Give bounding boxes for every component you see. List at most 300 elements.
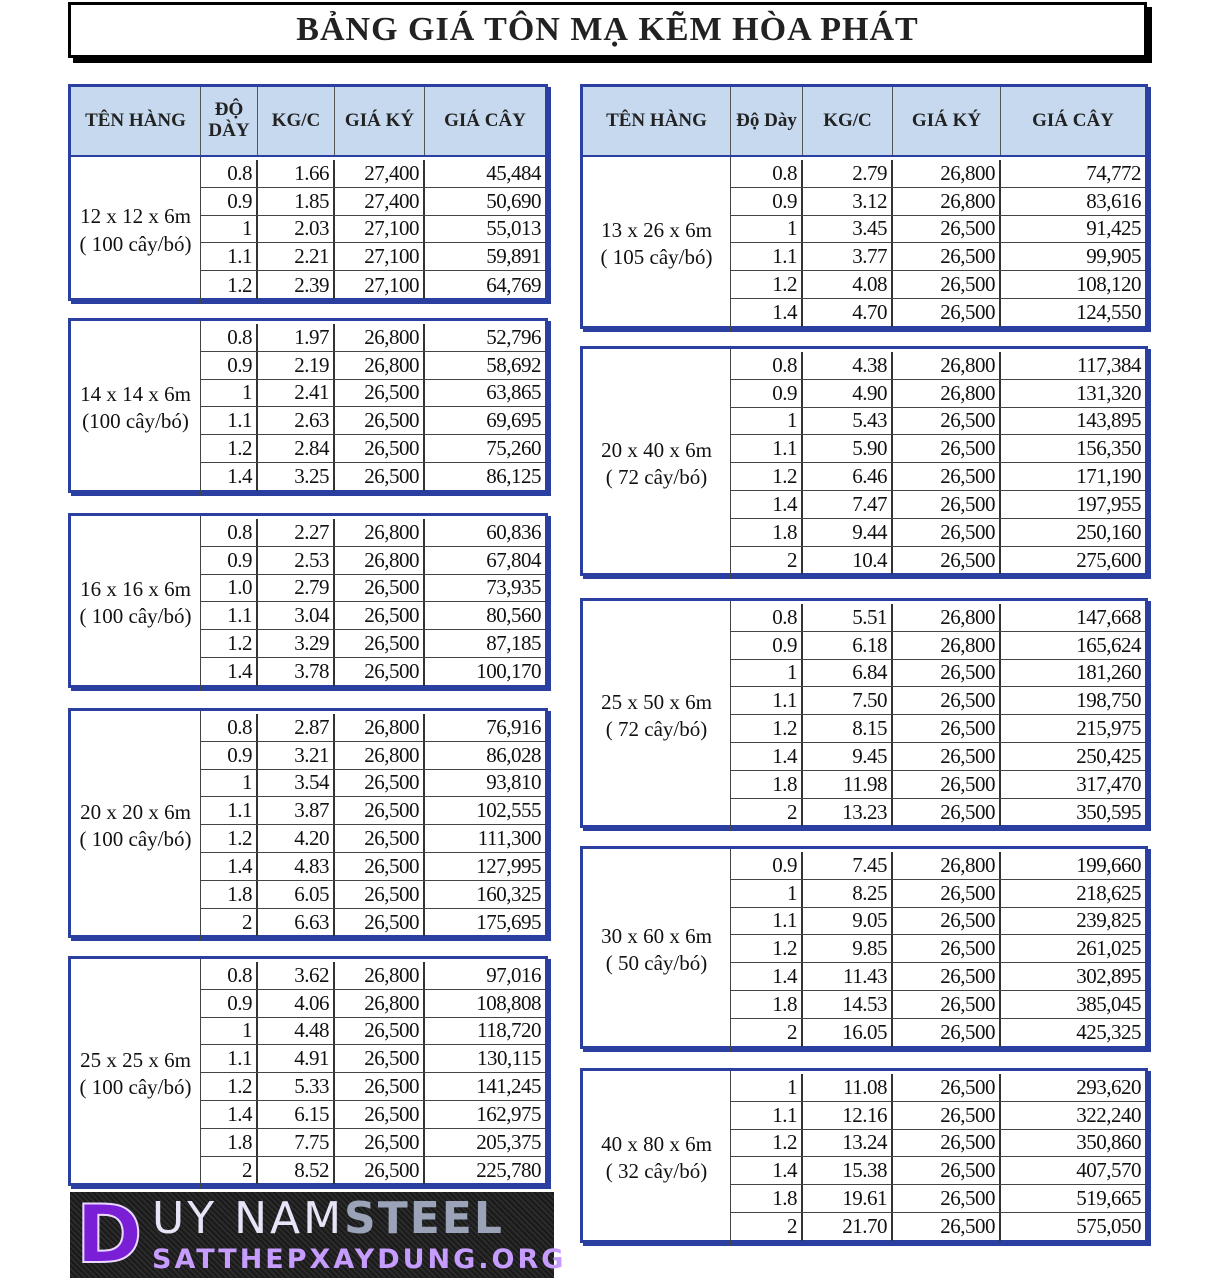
cell-kgc: 6.84: [803, 660, 893, 687]
cell-price-kg: 26,500: [335, 602, 425, 629]
logo-name: UY NAM: [152, 1193, 345, 1244]
cell-price-kg: 26,500: [893, 935, 1001, 962]
product-size: 20 x 20 x 6m: [80, 799, 191, 824]
cell-thickness: 0.8: [201, 324, 258, 351]
product-pack: ( 72 cây/bó): [605, 717, 708, 742]
cell-thickness: 1.2: [731, 463, 803, 490]
table-row: [201, 990, 545, 1018]
table-row: [201, 216, 545, 244]
cell-kgc: 13.24: [803, 1130, 893, 1157]
cell-price-bar: 111,300: [477, 826, 541, 851]
cell-price-bar: 83,616: [1086, 188, 1141, 213]
cell-price-bar: 76,916: [486, 714, 541, 739]
table-row: [731, 408, 1145, 436]
cell-price-kg: 26,800: [893, 352, 1001, 379]
cell-price-bar: 160,325: [476, 881, 541, 906]
cell-price-bar: 63,865: [486, 380, 541, 405]
table-row: [201, 742, 545, 770]
table-row: [731, 771, 1145, 799]
cell-price-bar: 350,860: [1076, 1130, 1141, 1155]
product-name: [583, 349, 731, 579]
cell-thickness: 1: [201, 216, 258, 243]
cell-price-kg: 26,500: [893, 743, 1001, 770]
cell-kgc: 6.05: [258, 881, 335, 908]
product-size: 25 x 25 x 6m: [80, 1047, 191, 1072]
cell-kgc: 2.41: [258, 380, 335, 407]
cell-thickness: 1.4: [731, 299, 803, 327]
product-name: [71, 959, 201, 1189]
cell-price-bar: 99,905: [1086, 244, 1141, 269]
cell-price-bar: 197,955: [1076, 491, 1141, 516]
cell-price-kg: 26,800: [893, 380, 1001, 407]
cell-thickness: 2: [201, 909, 258, 937]
cell-price-bar: 156,350: [1076, 436, 1141, 461]
cell-kgc: 2.53: [258, 547, 335, 574]
cell-kgc: 9.05: [803, 908, 893, 935]
price-rows: [201, 519, 545, 686]
cell-kgc: 1.97: [258, 324, 335, 351]
table-row: [731, 491, 1145, 519]
cell-kgc: 3.25: [258, 463, 335, 491]
table-row: [201, 435, 545, 463]
product-pack: ( 100 cây/bó): [79, 604, 192, 629]
cell-thickness: 0.9: [731, 852, 803, 879]
cell-kgc: 8.25: [803, 880, 893, 907]
header-name: TÊN HÀNG: [583, 87, 731, 155]
cell-price-kg: 26,500: [335, 630, 425, 657]
cell-price-bar: 130,115: [477, 1046, 541, 1071]
cell-kgc: 2.87: [258, 714, 335, 741]
cell-kgc: 2.39: [258, 271, 335, 299]
header-price-bar: GIÁ CÂY: [1032, 109, 1114, 131]
product-size: 14 x 14 x 6m: [80, 382, 191, 407]
table-row: [201, 909, 545, 937]
cell-thickness: 1.8: [731, 1185, 803, 1212]
cell-price-bar: 198,750: [1076, 688, 1141, 713]
cell-price-bar: 91,425: [1086, 216, 1141, 241]
cell-kgc: 7.45: [803, 852, 893, 879]
cell-thickness: 0.9: [201, 188, 258, 215]
cell-kgc: 7.75: [258, 1129, 335, 1156]
cell-price-bar: 87,185: [486, 631, 541, 656]
table-row: [201, 1018, 545, 1046]
cell-price-bar: 293,620: [1076, 1074, 1141, 1099]
cell-thickness: 0.9: [731, 632, 803, 659]
cell-price-bar: 73,935: [486, 575, 541, 600]
table-row: [201, 575, 545, 603]
cell-price-kg: 26,500: [893, 1185, 1001, 1212]
table-row: [731, 463, 1145, 491]
cell-thickness: 1.1: [201, 407, 258, 434]
cell-price-bar: 117,384: [1077, 352, 1141, 377]
cell-price-kg: 26,500: [893, 991, 1001, 1018]
table-row: [731, 1185, 1145, 1213]
cell-kgc: 3.45: [803, 216, 893, 243]
cell-price-kg: 26,500: [335, 770, 425, 797]
cell-thickness: 0.8: [201, 962, 258, 989]
cell-thickness: 1.4: [201, 463, 258, 491]
cell-price-bar: 108,808: [476, 990, 541, 1015]
product-name: [71, 321, 201, 496]
cell-thickness: 1: [731, 1074, 803, 1101]
cell-thickness: 1: [201, 380, 258, 407]
table-row: [201, 463, 545, 491]
table-row: [731, 352, 1145, 380]
cell-price-kg: 26,500: [893, 1157, 1001, 1184]
cell-price-bar: 52,796: [486, 324, 541, 349]
cell-price-kg: 26,500: [335, 435, 425, 462]
table-row: [731, 991, 1145, 1019]
cell-price-bar: 80,560: [486, 603, 541, 628]
table-row: [201, 160, 545, 188]
cell-thickness: 0.8: [731, 160, 803, 187]
logo-website: SATTHEPXAYDUNG.ORG: [152, 1244, 567, 1275]
logo-line-1: [152, 1194, 504, 1244]
table-row: [201, 962, 545, 990]
table-row: [731, 632, 1145, 660]
product-pack: ( 50 cây/bó): [605, 951, 708, 976]
cell-thickness: 0.9: [731, 188, 803, 215]
cell-price-bar: 55,013: [486, 216, 541, 241]
cell-price-kg: 26,800: [893, 160, 1001, 187]
cell-kgc: 4.90: [803, 380, 893, 407]
cell-kgc: 2.27: [258, 519, 335, 546]
cell-thickness: 1.8: [201, 881, 258, 908]
product-size: 12 x 12 x 6m: [80, 204, 191, 229]
cell-thickness: 1.1: [201, 1045, 258, 1072]
cell-kgc: 7.47: [803, 491, 893, 518]
cell-thickness: 1.4: [201, 658, 258, 686]
header-kgc: KG/C: [258, 87, 335, 155]
cell-price-bar: 74,772: [1086, 160, 1141, 185]
table-row: [731, 1019, 1145, 1047]
cell-price-kg: 26,800: [893, 632, 1001, 659]
cell-price-kg: 26,500: [893, 491, 1001, 518]
cell-price-kg: 27,400: [335, 160, 425, 187]
cell-kgc: 12.16: [803, 1102, 893, 1129]
cell-kgc: 1.85: [258, 188, 335, 215]
cell-price-kg: 27,100: [335, 216, 425, 243]
cell-thickness: 0.8: [201, 160, 258, 187]
product-pack: ( 105 cây/bó): [600, 245, 713, 270]
cell-price-bar: 143,895: [1076, 408, 1141, 433]
table-row: [731, 547, 1145, 575]
cell-thickness: 1.2: [201, 630, 258, 657]
table-row: [731, 188, 1145, 216]
product-pack: ( 100 cây/bó): [79, 1075, 192, 1100]
cell-price-kg: 26,500: [335, 881, 425, 908]
cell-price-bar: 127,995: [476, 853, 541, 878]
table-row: [201, 1129, 545, 1157]
product-pack: ( 72 cây/bó): [605, 465, 708, 490]
table-row: [201, 188, 545, 216]
cell-thickness: 1.2: [201, 825, 258, 852]
cell-price-bar: 58,692: [486, 352, 541, 377]
table-row: [731, 216, 1145, 244]
table-row: [731, 243, 1145, 271]
header-price-kg: GIÁ KÝ: [335, 87, 425, 155]
cell-price-kg: 26,500: [335, 1101, 425, 1128]
cell-thickness: 2: [731, 1019, 803, 1047]
cell-kgc: 16.05: [803, 1019, 893, 1047]
price-table-block: [68, 513, 548, 688]
cell-price-bar: 60,836: [486, 519, 541, 544]
cell-kgc: 14.53: [803, 991, 893, 1018]
cell-price-kg: 26,500: [335, 575, 425, 602]
cell-price-bar: 118,720: [477, 1018, 541, 1043]
cell-price-kg: 26,500: [893, 799, 1001, 827]
table-row: [731, 687, 1145, 715]
cell-thickness: 1.4: [201, 853, 258, 880]
cell-kgc: 5.43: [803, 408, 893, 435]
cell-thickness: 1.1: [731, 243, 803, 270]
cell-price-kg: 26,500: [893, 1102, 1001, 1129]
table-row: [731, 271, 1145, 299]
cell-thickness: 1.1: [201, 797, 258, 824]
price-rows: [201, 160, 545, 299]
price-table-block: [580, 346, 1148, 576]
cell-kgc: 15.38: [803, 1157, 893, 1184]
cell-thickness: 0.9: [201, 742, 258, 769]
price-rows: [731, 160, 1145, 327]
price-rows: [731, 1074, 1145, 1241]
price-rows: [201, 714, 545, 936]
cell-price-kg: 26,500: [893, 243, 1001, 270]
cell-thickness: 1: [201, 1018, 258, 1045]
table-row: [201, 714, 545, 742]
price-table-block: [68, 84, 548, 301]
cell-price-bar: 100,170: [476, 659, 541, 684]
cell-price-bar: 86,125: [486, 464, 541, 489]
price-rows: [731, 852, 1145, 1047]
cell-price-kg: 26,800: [335, 714, 425, 741]
cell-kgc: 8.52: [258, 1157, 335, 1185]
cell-thickness: 1.2: [201, 1073, 258, 1100]
table-row: [731, 519, 1145, 547]
product-name: [583, 601, 731, 831]
page-title: BẢNG GIÁ TÔN MẠ KẼM HÒA PHÁT: [68, 2, 1147, 58]
cell-thickness: 1.4: [731, 743, 803, 770]
product-pack: (100 cây/bó): [82, 409, 189, 434]
cell-kgc: 7.50: [803, 687, 893, 714]
cell-price-kg: 26,500: [893, 687, 1001, 714]
cell-price-kg: 26,500: [335, 1045, 425, 1072]
table-row: [731, 743, 1145, 771]
cell-price-bar: 59,891: [486, 244, 541, 269]
cell-kgc: 4.83: [258, 853, 335, 880]
cell-thickness: 0.8: [731, 604, 803, 631]
cell-kgc: 2.79: [803, 160, 893, 187]
cell-thickness: 1: [731, 880, 803, 907]
cell-price-bar: 250,425: [1076, 743, 1141, 768]
cell-kgc: 1.66: [258, 160, 335, 187]
cell-kgc: 3.12: [803, 188, 893, 215]
cell-thickness: 1.1: [731, 908, 803, 935]
cell-kgc: 3.77: [803, 243, 893, 270]
table-row: [201, 1045, 545, 1073]
cell-kgc: 3.87: [258, 797, 335, 824]
cell-price-bar: 215,975: [1076, 716, 1141, 741]
cell-thickness: 0.8: [731, 352, 803, 379]
cell-kgc: 3.29: [258, 630, 335, 657]
cell-kgc: 4.20: [258, 825, 335, 852]
cell-kgc: 2.79: [258, 575, 335, 602]
cell-price-kg: 26,500: [893, 1019, 1001, 1047]
cell-price-kg: 26,800: [335, 324, 425, 351]
table-row: [201, 271, 545, 299]
header-thickness: Độ Dày: [731, 87, 803, 155]
cell-thickness: 1.4: [731, 963, 803, 990]
table-row: [731, 852, 1145, 880]
price-table-block: [68, 708, 548, 938]
price-table-block: [68, 956, 548, 1186]
cell-price-kg: 26,500: [335, 407, 425, 434]
table-row: [731, 435, 1145, 463]
table-row: [201, 770, 545, 798]
price-table-block: [580, 84, 1148, 329]
product-size: 20 x 40 x 6m: [601, 437, 712, 462]
cell-price-kg: 26,500: [893, 1213, 1001, 1241]
cell-kgc: 4.06: [258, 990, 335, 1017]
cell-kgc: 13.23: [803, 799, 893, 827]
table-row: [731, 380, 1145, 408]
table-row: [201, 1101, 545, 1129]
cell-thickness: 1.2: [731, 271, 803, 298]
cell-price-kg: 26,500: [893, 216, 1001, 243]
cell-price-bar: 141,245: [476, 1074, 541, 1099]
cell-thickness: 1.0: [201, 575, 258, 602]
cell-thickness: 0.9: [731, 380, 803, 407]
cell-price-bar: 322,240: [1076, 1102, 1141, 1127]
cell-price-kg: 26,500: [893, 1130, 1001, 1157]
cell-thickness: 1: [201, 770, 258, 797]
table-row: [731, 935, 1145, 963]
cell-price-kg: 26,500: [893, 463, 1001, 490]
cell-price-kg: 26,500: [893, 271, 1001, 298]
logo-steel: STEEL: [344, 1193, 504, 1244]
cell-kgc: 4.91: [258, 1045, 335, 1072]
cell-kgc: 11.08: [803, 1074, 893, 1101]
cell-thickness: 0.9: [201, 990, 258, 1017]
cell-price-kg: 26,500: [893, 1074, 1001, 1101]
table-row: [731, 799, 1145, 827]
cell-price-kg: 27,100: [335, 243, 425, 270]
table-row: [201, 407, 545, 435]
cell-thickness: 1.2: [731, 715, 803, 742]
cell-kgc: 3.78: [258, 658, 335, 686]
price-rows: [201, 962, 545, 1184]
table-row: [731, 1102, 1145, 1130]
price-table-block: [580, 1068, 1148, 1243]
table-row: [731, 908, 1145, 936]
cell-price-kg: 26,800: [893, 188, 1001, 215]
table-row: [731, 963, 1145, 991]
cell-kgc: 4.48: [258, 1018, 335, 1045]
cell-kgc: 3.54: [258, 770, 335, 797]
cell-thickness: 1.2: [201, 435, 258, 462]
cell-kgc: 3.62: [258, 962, 335, 989]
cell-price-kg: 26,500: [335, 1018, 425, 1045]
price-table-block: [580, 846, 1148, 1049]
cell-price-bar: 67,804: [486, 547, 541, 572]
cell-thickness: 1.8: [201, 1129, 258, 1156]
cell-kgc: 11.98: [803, 771, 893, 798]
price-rows: [201, 324, 545, 491]
cell-kgc: 6.46: [803, 463, 893, 490]
cell-thickness: 0.9: [201, 547, 258, 574]
cell-price-bar: 102,555: [476, 798, 541, 823]
cell-thickness: 0.8: [201, 519, 258, 546]
cell-kgc: 4.08: [803, 271, 893, 298]
cell-price-kg: 26,800: [335, 990, 425, 1017]
table-row: [731, 1157, 1145, 1185]
cell-price-kg: 27,400: [335, 188, 425, 215]
cell-price-kg: 26,500: [335, 1129, 425, 1156]
cell-kgc: 2.63: [258, 407, 335, 434]
table-row: [201, 881, 545, 909]
cell-kgc: 2.84: [258, 435, 335, 462]
cell-price-kg: 26,500: [893, 660, 1001, 687]
cell-thickness: 1.8: [731, 991, 803, 1018]
table-row: [731, 299, 1145, 327]
cell-price-kg: 27,100: [335, 271, 425, 299]
product-pack: ( 100 cây/bó): [79, 827, 192, 852]
cell-thickness: 1.4: [731, 491, 803, 518]
cell-price-bar: 165,624: [1076, 632, 1141, 657]
cell-thickness: 0.8: [201, 714, 258, 741]
cell-kgc: 9.85: [803, 935, 893, 962]
table-row: [731, 160, 1145, 188]
header-price-bar: GIÁ CÂY: [444, 109, 526, 131]
cell-price-kg: 26,500: [893, 908, 1001, 935]
table-row: [201, 352, 545, 380]
table-row: [201, 853, 545, 881]
cell-thickness: 1.2: [731, 1130, 803, 1157]
cell-price-bar: 250,160: [1076, 519, 1141, 544]
product-name: [71, 157, 201, 304]
cell-price-bar: 86,028: [486, 742, 541, 767]
cell-thickness: 1.8: [731, 519, 803, 546]
cell-kgc: 6.63: [258, 909, 335, 937]
cell-price-kg: 26,500: [335, 380, 425, 407]
cell-kgc: 2.03: [258, 216, 335, 243]
cell-thickness: 1.1: [731, 687, 803, 714]
cell-thickness: 0.9: [201, 352, 258, 379]
cell-price-bar: 575,050: [1076, 1214, 1141, 1239]
cell-price-kg: 26,500: [893, 408, 1001, 435]
cell-thickness: 2: [201, 1157, 258, 1185]
product-size: 40 x 80 x 6m: [601, 1132, 712, 1157]
cell-price-kg: 26,500: [335, 1073, 425, 1100]
cell-price-kg: 26,500: [335, 825, 425, 852]
cell-price-bar: 261,025: [1076, 936, 1141, 961]
product-size: 13 x 26 x 6m: [601, 218, 712, 243]
cell-kgc: 3.04: [258, 602, 335, 629]
cell-price-bar: 45,484: [486, 160, 541, 185]
cell-price-kg: 26,500: [893, 963, 1001, 990]
cell-kgc: 4.70: [803, 299, 893, 327]
cell-kgc: 4.38: [803, 352, 893, 379]
cell-price-bar: 317,470: [1076, 771, 1141, 796]
product-size: 25 x 50 x 6m: [601, 689, 712, 714]
product-pack: ( 100 cây/bó): [79, 231, 192, 256]
product-name: [583, 1071, 731, 1246]
cell-price-bar: 171,190: [1076, 464, 1141, 489]
header-thickness: ĐỘ DÀY: [201, 87, 258, 155]
cell-price-bar: 108,120: [1076, 272, 1141, 297]
table-row: [201, 797, 545, 825]
table-row: [201, 1073, 545, 1101]
